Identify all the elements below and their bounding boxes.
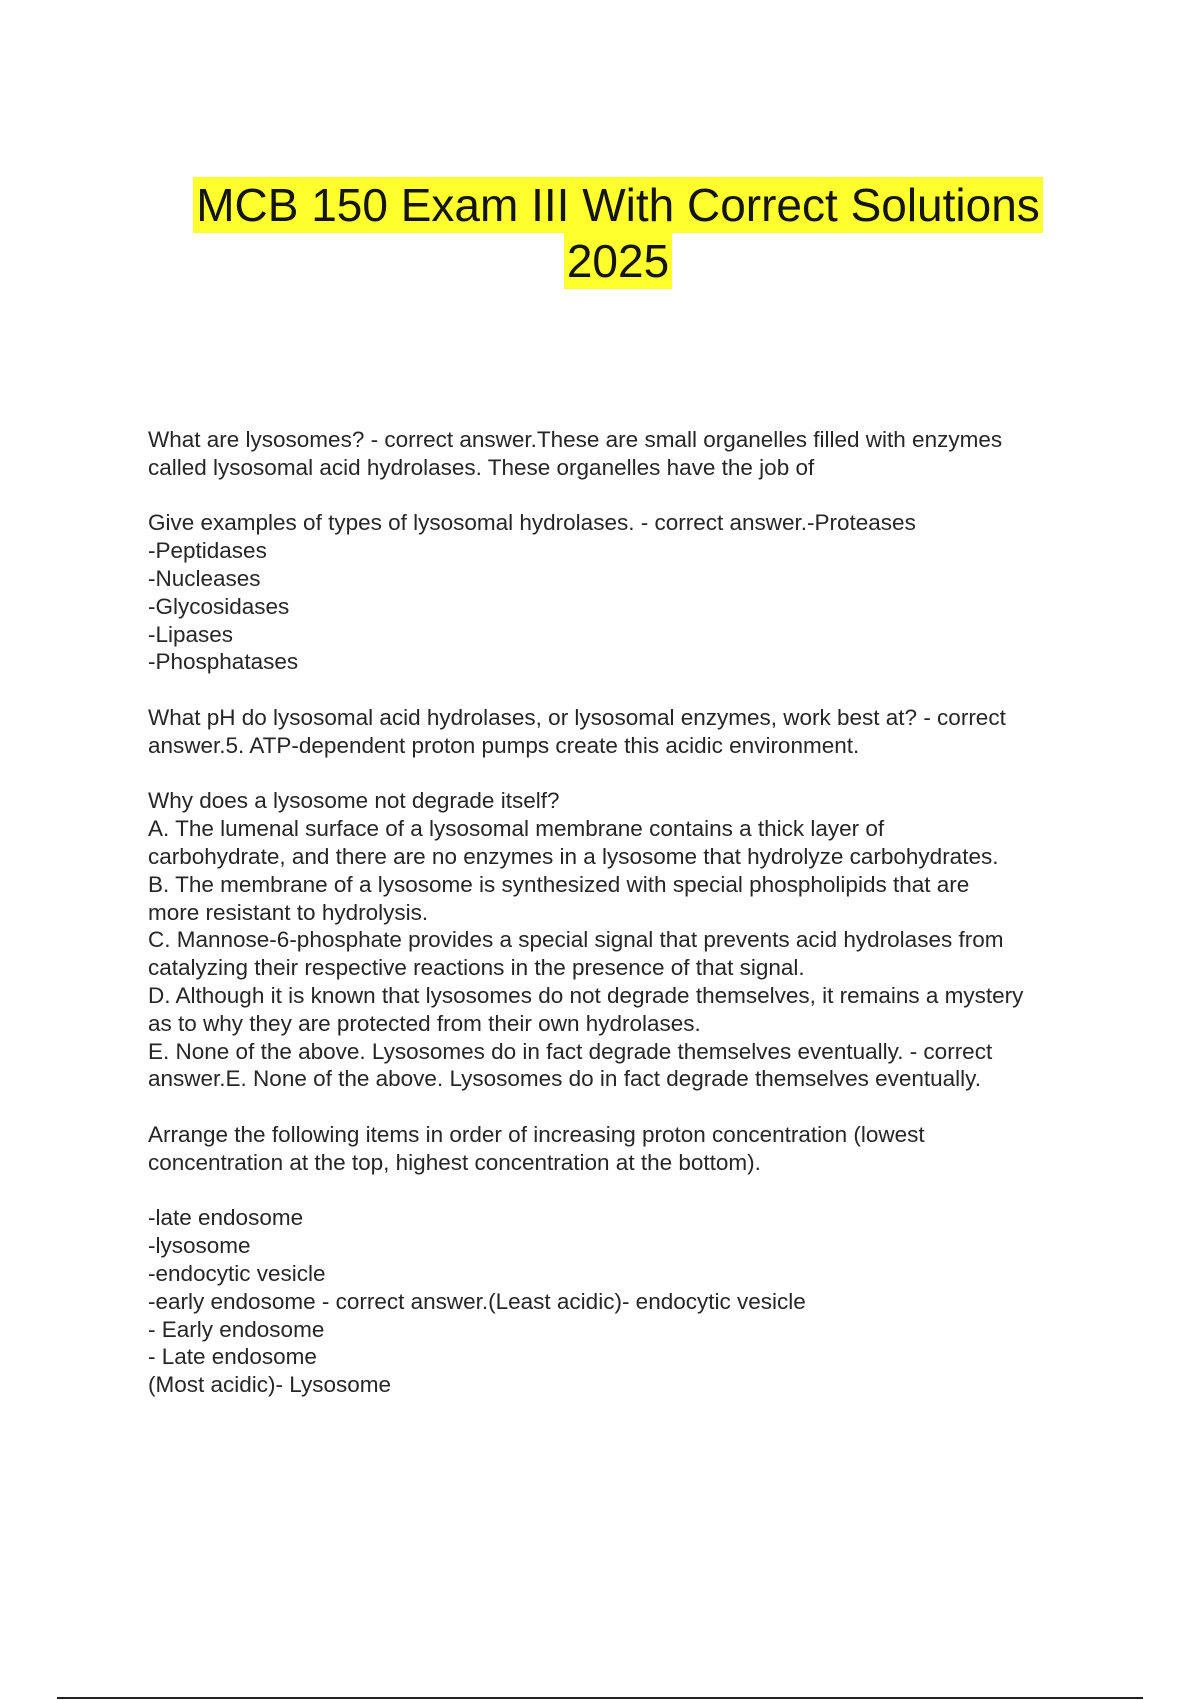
text-line: carbohydrate, and there are no enzymes in a lysosome that hydrolyze carbohydrates. [148, 843, 999, 869]
bottom-divider [57, 1697, 1143, 1699]
text-line: -Glycosidases [148, 593, 290, 619]
blank-line [148, 1177, 1098, 1205]
text-line: What are lysosomes? - correct answer.These are small organelles filled with enzymes [148, 427, 1003, 452]
text-line: Why does a lysosome not degrade itself? [148, 788, 560, 814]
text-line: B. The membrane of a lysosome is synthesized with special phospholipids that are [148, 871, 970, 897]
text-line: -Nucleases [148, 565, 261, 591]
text-line: - Late endosome [148, 1344, 317, 1370]
text-line: Arrange the following items in order of increasing proton concentration (lowest [148, 1121, 925, 1147]
text-line: C. Mannose-6-phosphate provides a special signal that prevents acid hydrolases from [148, 927, 1004, 953]
document-body [148, 426, 1098, 1427]
text-line: A. The lumenal surface of a lysosomal membrane contains a thick layer of [148, 816, 885, 842]
text-line: -endocytic vesicle [148, 1260, 326, 1286]
text-line: - Early endosome [148, 1316, 325, 1342]
text-line: -Lipases [148, 621, 234, 647]
text-line: -Phosphatases [148, 649, 299, 675]
text-line: called lysosomal acid hydrolases. These organelles have the job of [148, 454, 815, 480]
text-line: -lysosome [148, 1233, 251, 1259]
text-line: concentration at the top, highest concentration at the bottom). [148, 1149, 761, 1175]
qa-block [148, 509, 1098, 676]
qa-block [148, 1121, 1098, 1399]
text-line: -early endosome - correct answer.(Least acidic)- endocytic vesicle [148, 1288, 806, 1314]
document-title [0, 177, 1200, 289]
text-line: more resistant to hydrolysis. [148, 899, 429, 925]
qa-block [148, 426, 1098, 482]
text-line: -Peptidases [148, 538, 267, 564]
text-line: What pH do lysosomal acid hydrolases, or lysosomal enzymes, work best at? - correct [148, 704, 1006, 730]
text-line: as to why they are protected from their own hydrolases. [148, 1010, 701, 1036]
title-line-2: 2025 [564, 233, 672, 289]
text-line: Give examples of types of lysosomal hydrolases. - correct answer.-Proteases [148, 510, 916, 536]
text-line: E. None of the above. Lysosomes do in fact degrade themselves eventually. - correct [148, 1038, 993, 1064]
text-line: answer.E. None of the above. Lysosomes do in fact degrade themselves eventually. [148, 1066, 981, 1092]
text-line: -late endosome [148, 1205, 304, 1231]
text-line: D. Although it is known that lysosomes do not degrade themselves, it remains a mystery [148, 982, 1024, 1008]
qa-block [148, 787, 1098, 1093]
qa-block [148, 704, 1098, 760]
text-line: (Most acidic)- Lysosome [148, 1372, 391, 1398]
title-line-1: MCB 150 Exam III With Correct Solutions [193, 177, 1043, 233]
text-line: answer.5. ATP-dependent proton pumps create this acidic environment. [148, 732, 860, 758]
text-line: catalyzing their respective reactions in the presence of that signal. [148, 955, 805, 981]
